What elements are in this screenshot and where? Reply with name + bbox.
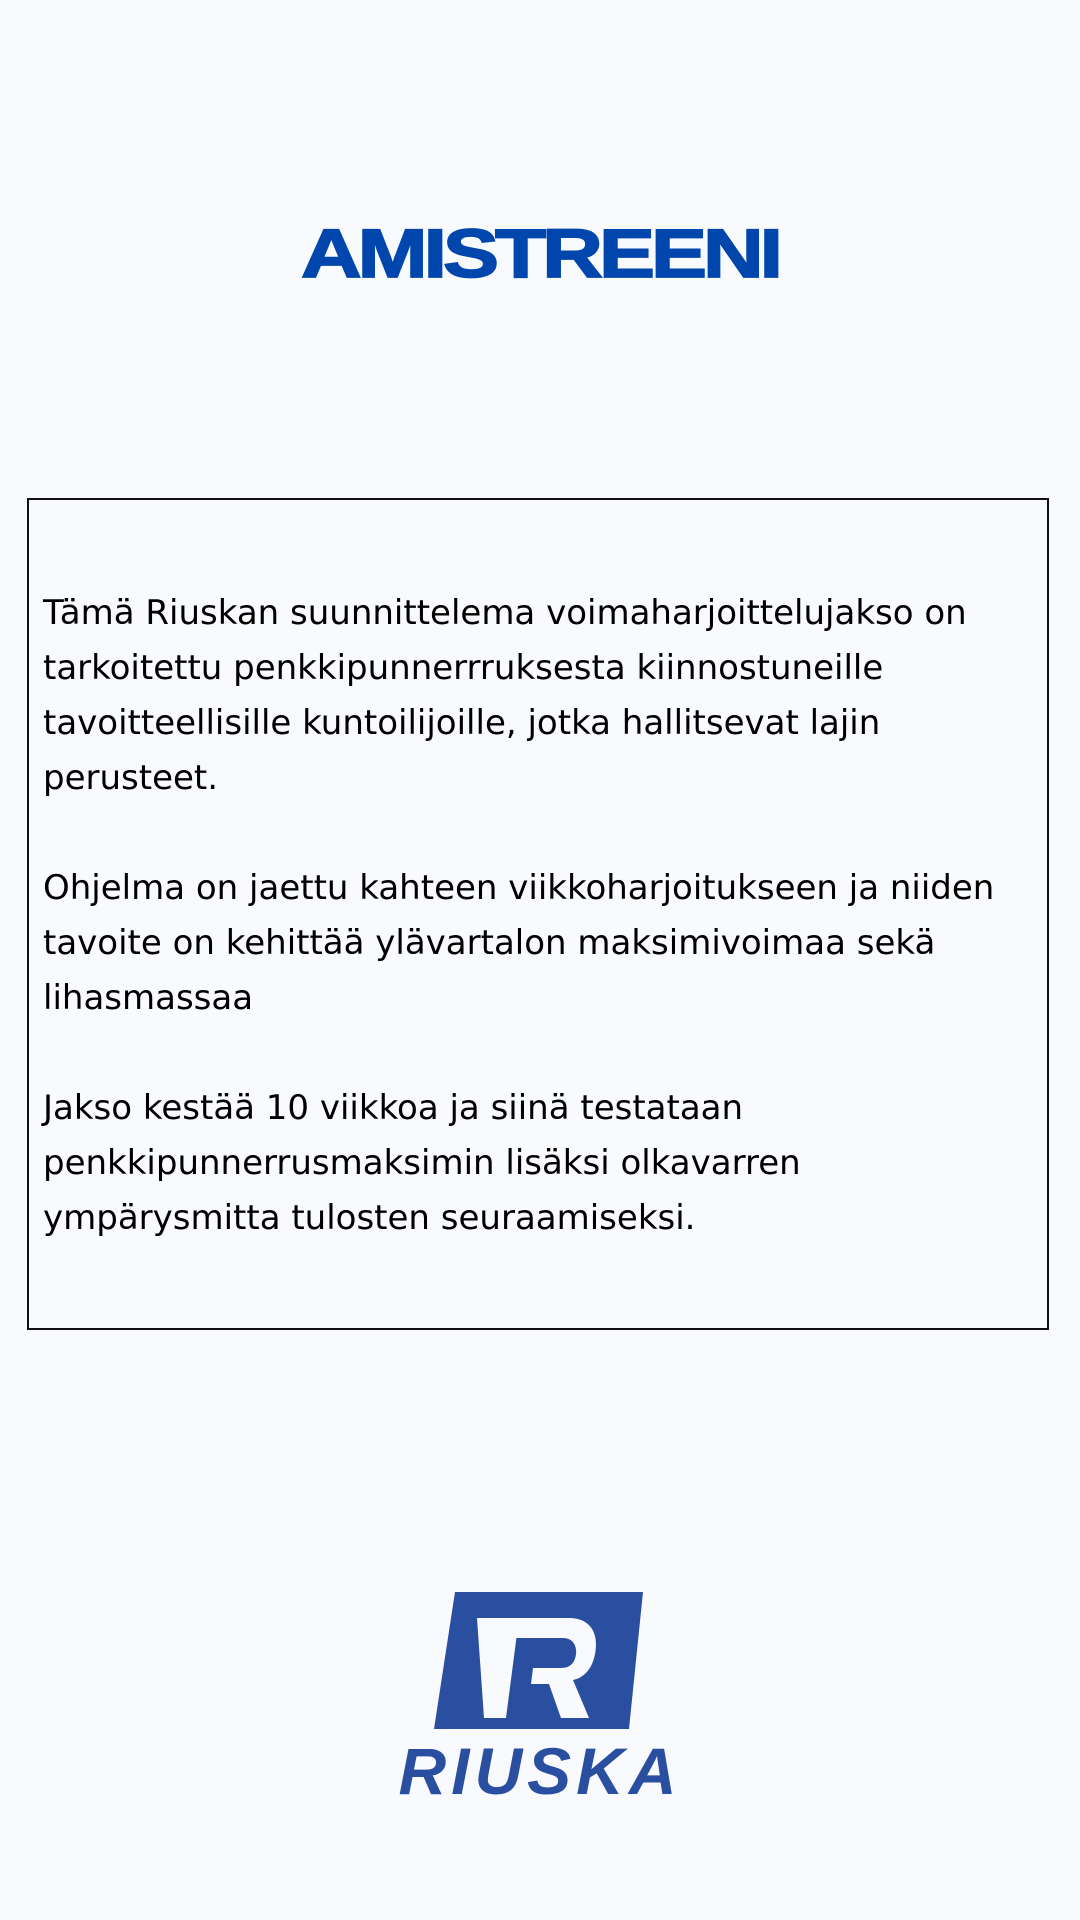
description-paragraph: Tämä Riuskan suunnittelema voimaharjoittelujakso on tarkoitettu penkkipunnerrruksesta kiinnostuneille tavoitteellisille kuntoilijoille, jotka hallitsevat lajin perusteet. <box>43 593 967 798</box>
description-paragraph: Ohjelma on jaettu kahteen viikkoharjoitukseen ja niiden tavoite on kehittää ylävartalon maksimivoimaa sekä lihasmassaa <box>43 868 995 1018</box>
riuska-logo <box>385 1592 695 1798</box>
logo-wordmark: RIUSKA <box>398 1734 682 1798</box>
program-description <box>43 586 1043 1301</box>
logo-square <box>434 1592 643 1729</box>
page-title: AMISTREENI <box>300 214 780 292</box>
program-description-box <box>27 498 1049 1330</box>
description-paragraph: Jakso kestää 10 viikkoa ja siinä testataan penkkipunnerrusmaksimin lisäksi olkavarren ympärysmitta tulosten seuraamiseksi. <box>43 1088 801 1238</box>
